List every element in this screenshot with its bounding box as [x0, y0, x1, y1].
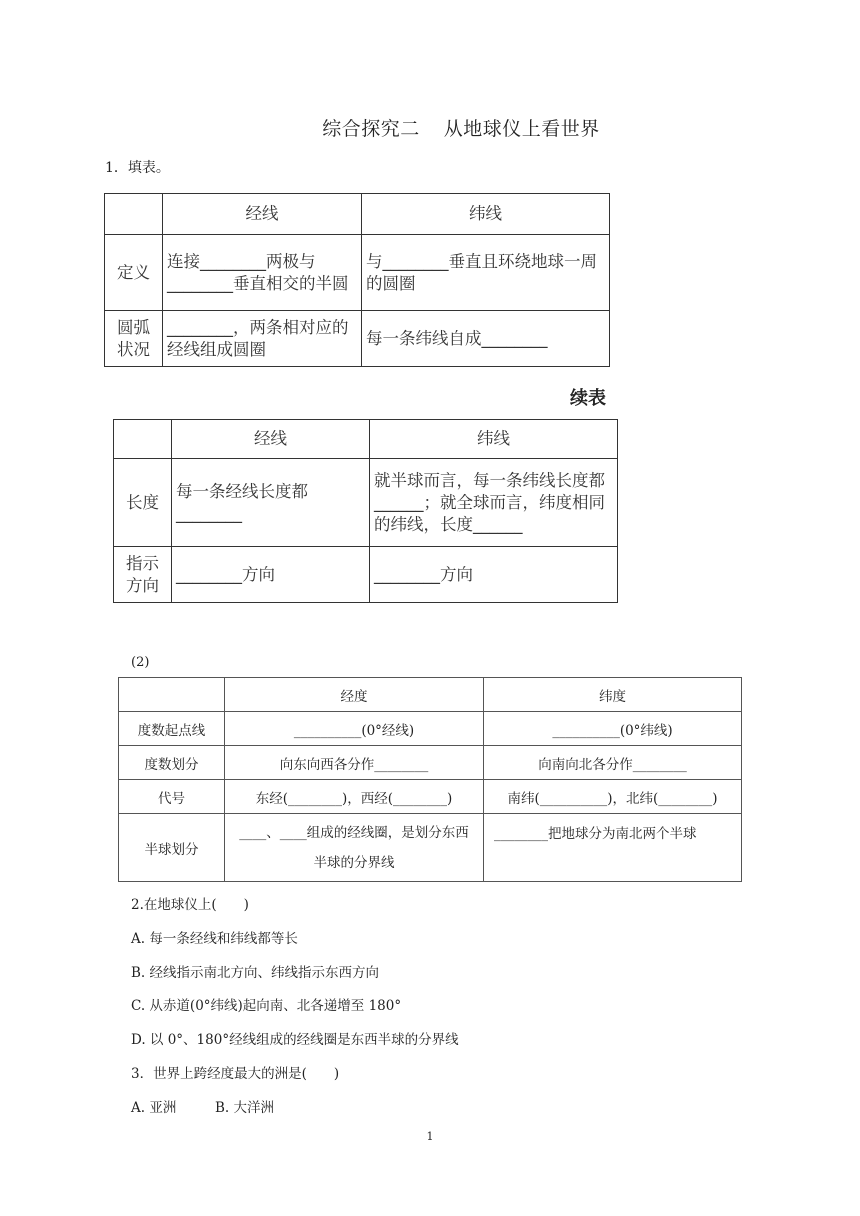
table2-cell-jing: ________方向 — [172, 547, 370, 603]
question-3-stem: 3．世界上跨经度最大的洲是( ) — [131, 1066, 340, 1082]
table3-cell-jingdu: ____、____组成的经线圈，是划分东西半球的分界线 — [225, 814, 484, 882]
table1-cell-jing: 连接________两极与________垂直相交的半圆 — [163, 235, 362, 311]
table3-cell-weidu: 向南向北各分作________ — [484, 746, 742, 780]
question-3-option: B. 大洋洲 — [215, 1100, 275, 1116]
page-title — [0, 114, 860, 141]
table3-cell-jingdu: __________(0°经线) — [225, 712, 484, 746]
table1-cell-wei: 每一条纬线自成________ — [362, 311, 610, 367]
table1-cell-wei: 与________垂直且环绕地球一周的圆圈 — [362, 235, 610, 311]
table1-row-label: 圆弧状况 — [105, 311, 163, 367]
table2-header-jing: 经线 — [172, 420, 370, 459]
table3-row-label: 代号 — [119, 780, 225, 814]
table1-header-blank — [105, 194, 163, 235]
table2-header-wei: 纬线 — [370, 420, 618, 459]
part-2-label: (2) — [131, 655, 150, 670]
table1-header-jing: 经线 — [163, 194, 362, 235]
page-number: 1 — [426, 1130, 434, 1143]
question-2-option: C. 从赤道(0°纬线)起向南、北各递增至 180° — [131, 998, 402, 1014]
table2-cell-jing: 每一条经线长度都________ — [172, 459, 370, 547]
table2-header-blank — [114, 420, 172, 459]
table3-header-weidu: 纬度 — [484, 678, 742, 712]
table2-row-label: 长度 — [114, 459, 172, 547]
question-2-option: B. 经线指示南北方向、纬线指示东西方向 — [131, 965, 380, 981]
continued-label: 续表 — [570, 388, 606, 409]
table3-header-jingdu: 经度 — [225, 678, 484, 712]
table-longitude-latitude — [118, 677, 742, 882]
question-2-stem: 2.在地球仪上( ) — [131, 897, 249, 913]
title-main: 综合探究二 — [322, 118, 420, 140]
question-1-label: 1．填表。 — [105, 160, 170, 176]
table2-cell-wei: ________方向 — [370, 547, 618, 603]
table1-cell-jing: ________，两条相对应的经线组成圆圈 — [163, 311, 362, 367]
table-meridian-parallel-1 — [104, 193, 610, 367]
table3-cell-weidu: __________(0°纬线) — [484, 712, 742, 746]
table3-cell-weidu: 南纬(__________)，北纬(________) — [484, 780, 742, 814]
table3-row-label: 度数起点线 — [119, 712, 225, 746]
question-2-option: A. 每一条经线和纬线都等长 — [131, 931, 298, 947]
table3-cell-jingdu: 向东向西各分作________ — [225, 746, 484, 780]
table3-cell-weidu: ________把地球分为南北两个半球 — [484, 814, 742, 882]
question-2-option: D. 以 0°、180°经线组成的经线圈是东西半球的分界线 — [131, 1032, 459, 1048]
table3-row-label: 度数划分 — [119, 746, 225, 780]
table2-cell-wei: 就半球而言，每一条纬线长度都______；就全球而言，纬度相同的纬线，长度______ — [370, 459, 618, 547]
title-sub: 从地球仪上看世界 — [443, 118, 600, 140]
table1-row-label: 定义 — [105, 235, 163, 311]
table3-cell-jingdu: 东经(________)，西经(________) — [225, 780, 484, 814]
question-3-option: A. 亚洲 — [131, 1100, 177, 1116]
table-meridian-parallel-2 — [113, 419, 618, 603]
table2-row-label: 指示方向 — [114, 547, 172, 603]
table1-header-wei: 纬线 — [362, 194, 610, 235]
table3-header-blank — [119, 678, 225, 712]
table3-row-label: 半球划分 — [119, 814, 225, 882]
